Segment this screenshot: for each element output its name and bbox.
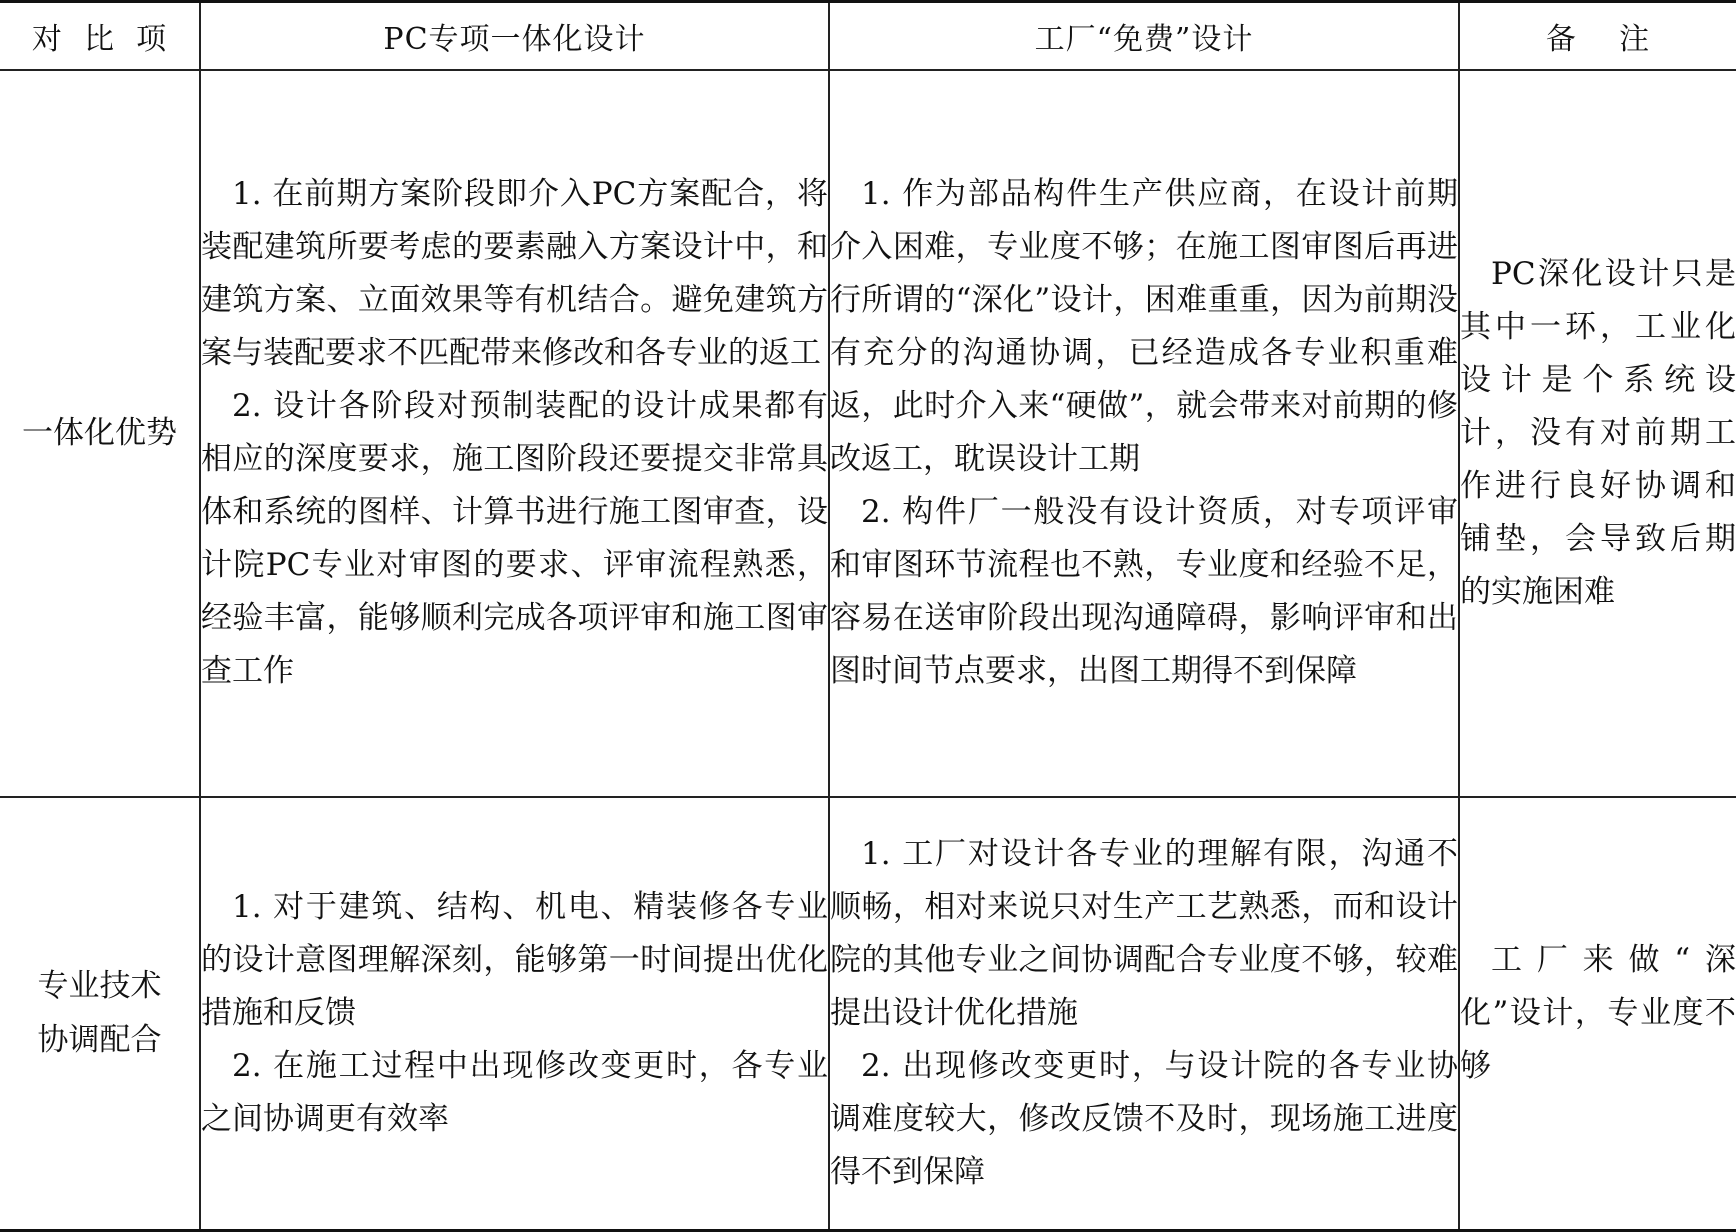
remark-cell [1459, 797, 1736, 1231]
header-pc-integrated-design: PC专项一体化设计 [200, 2, 829, 70]
pc-design-cell [200, 70, 829, 797]
factory-design-cell [829, 797, 1459, 1231]
row-label-text: 一体化优势 [22, 415, 177, 451]
table-row [0, 797, 1736, 1231]
factory-design-point-1: 1. 工厂对设计各专业的理解有限，沟通不顺畅，相对来说只对生产工艺熟悉，而和设计院的其他专业之间协调配合专业度不够，较难提出设计优化措施 [830, 835, 1458, 1031]
pc-design-point-1: 1. 在前期方案阶段即介入PC方案配合，将装配建筑所要考虑的要素融入方案设计中，和建筑方案、立面效果等有机结合。避免建筑方案与装配要求不匹配带来修改和各专业的返工 [201, 176, 828, 371]
remark-text: 工厂来做“深化”设计，专业度不够 [1460, 941, 1736, 1084]
row-label-line-1: 专业技术 [37, 968, 162, 1005]
pc-design-point-2: 2. 在施工过程中出现修改变更时，各专业之间协调更有效率 [201, 1047, 828, 1137]
factory-design-cell [829, 70, 1459, 797]
header-factory-free-design: 工厂“免费”设计 [829, 2, 1459, 70]
header-remarks: 备 注 [1459, 2, 1736, 70]
table-row [0, 70, 1736, 797]
pc-design-cell [200, 797, 829, 1231]
remark-cell [1459, 70, 1736, 797]
remark-text: PC深化设计只是其中一环，工业化设计是个系统设计，没有对前期工作进行良好协调和铺垫，会导致后期的实施困难 [1460, 255, 1736, 610]
pc-design-point-1: 1. 对于建筑、结构、机电、精装修各专业的设计意图理解深刻，能够第一时间提出优化措施和反馈 [201, 888, 828, 1031]
header-comparison-item: 对 比 项 [0, 2, 200, 70]
table-header-row [0, 2, 1736, 70]
row-label-technical-coordination [0, 797, 200, 1231]
factory-design-point-2: 2. 构件厂一般没有设计资质，对专项评审和审图环节流程也不熟，专业度和经验不足，容易在送审阶段出现沟通障碍，影响评审和出图时间节点要求，出图工期得不到保障 [830, 494, 1458, 689]
factory-design-point-2: 2. 出现修改变更时，与设计院的各专业协调难度较大，修改反馈不及时，现场施工进度得不到保障 [830, 1047, 1458, 1190]
pc-design-point-2: 2. 设计各阶段对预制装配的设计成果都有相应的深度要求，施工图阶段还要提交非常具体和系统的图样、计算书进行施工图审查，设计院PC专业对审图的要求、评审流程熟悉，经验丰富，能够顺利完成各项评审和施工图审查工作 [201, 388, 828, 689]
factory-design-point-1: 1. 作为部品构件生产供应商，在设计前期介入困难，专业度不够；在施工图审图后再进行所谓的“深化”设计，困难重重，因为前期没有充分的沟通协调，已经造成各专业积重难返，此时介入来“硬做”，就会带来对前期的修改返工，耽误设计工期 [830, 176, 1458, 477]
row-label-line-2: 协调配合 [37, 1022, 162, 1059]
row-label-integration-advantage [0, 70, 200, 797]
